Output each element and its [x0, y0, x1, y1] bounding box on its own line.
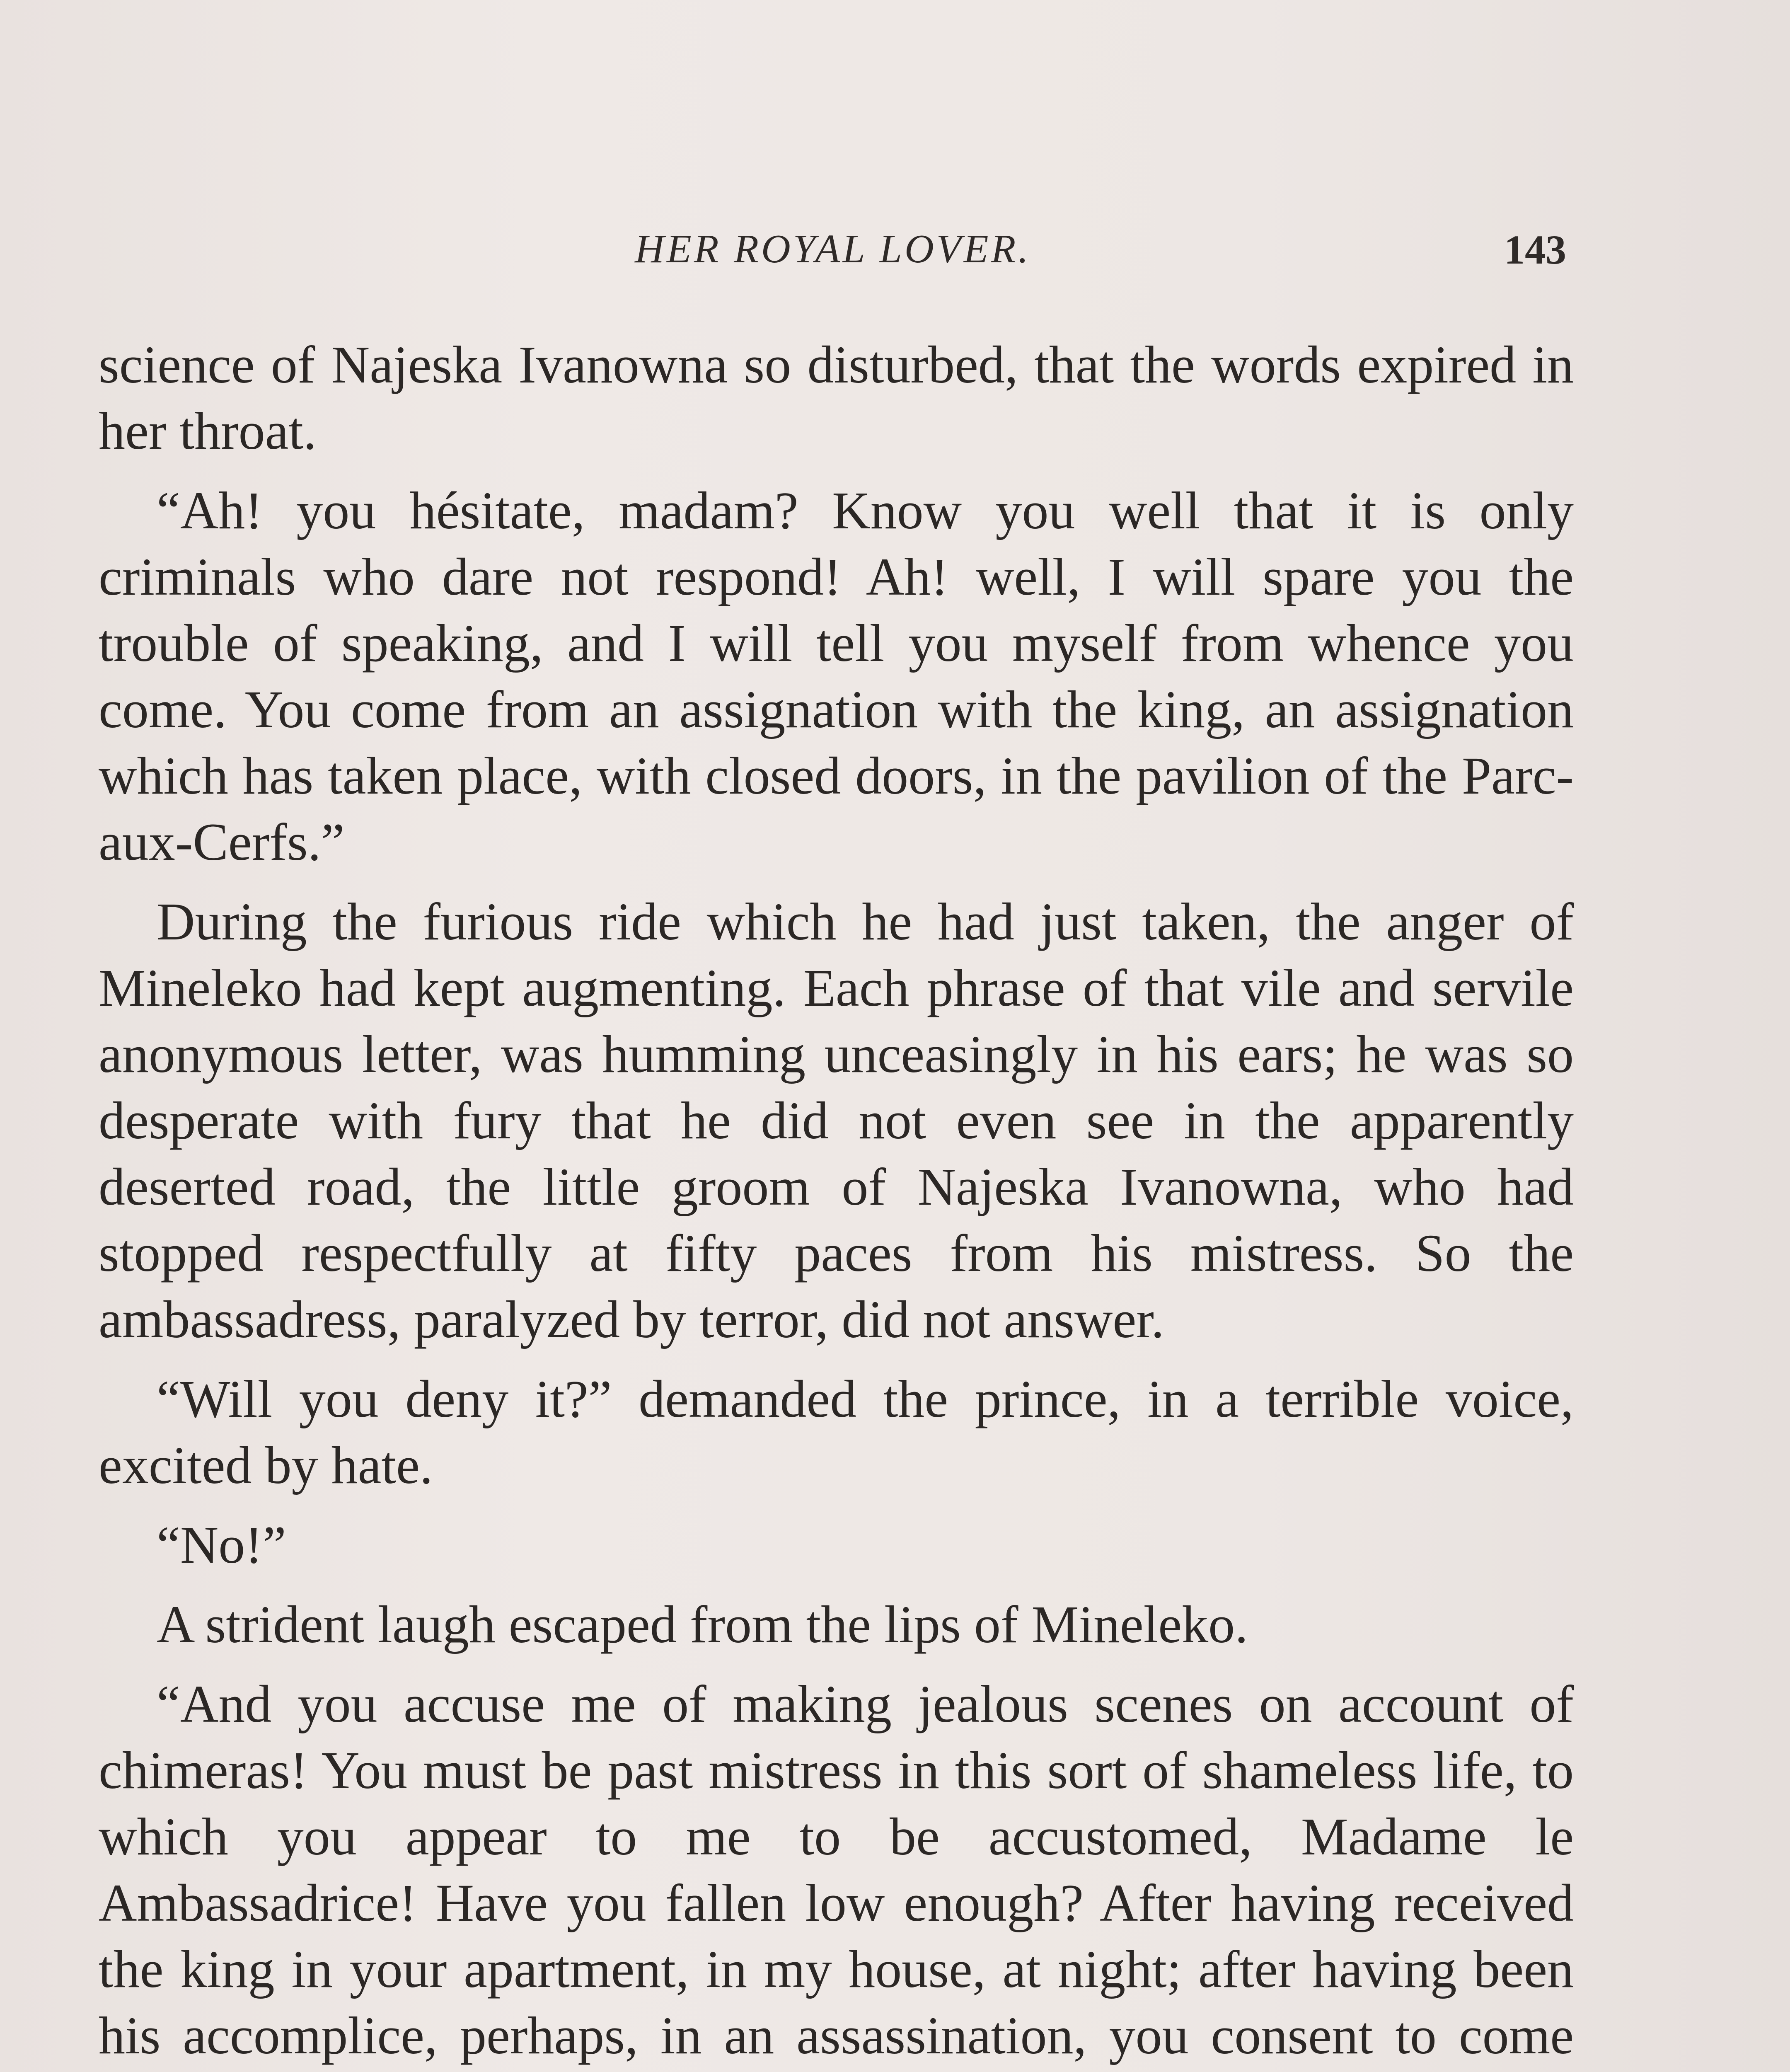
running-header — [99, 226, 1566, 280]
running-title: HER ROYAL LOVER. — [635, 227, 1031, 271]
page-number: 143 — [1504, 227, 1566, 273]
paragraph-no: “No!” — [157, 1515, 286, 1574]
paragraph-continuation: science of Najeska Ivanowna so disturbed, that the words expired in her throat. — [99, 335, 1574, 460]
paragraph-dialogue-accusation: “Ah! you hésitate, madam? Know you well that it is only criminals who dare not respond! Ah! well, I will spare you the trouble of speaking, and I will tell you myself from whence you come. You come from an assignation with the king, an assignation which has taken place, with closed doors, in the pavilion of the Parc-aux-Cerfs.” — [99, 481, 1574, 871]
body-text — [99, 332, 1574, 2072]
paragraph-furious-ride: During the furious ride which he had just taken, the anger of Mineleko had kept augmenting. Each phrase of that vile and servile anonymous letter, was humming unceasingly in his ears; he was so desperate with fury that he did not even see in the apparently deserted road, the little groom of Najeska Ivanowna, who had stopped respectfully at fifty paces from his mistress. So the ambassadress, paralyzed by terror, did not answer. — [99, 892, 1574, 1349]
paragraph-strident-laugh: A strident laugh escaped from the lips of Mineleko. — [157, 1595, 1248, 1654]
paragraph-will-you-deny: “Will you deny it?” demanded the prince, in a terrible voice, excited by hate. — [99, 1370, 1574, 1495]
paragraph-accuse-me: “And you accuse me of making jealous scenes on account of chimeras! You must be past mistress in this sort of shameless life, to which you appear to me to be accustomed, Madame le Ambassadrice! Have you fallen low enough? After having received the king in your apartment, in my house, at night; after having been his accomplice, perhaps, in an assassination, you consent to come — [99, 1675, 1574, 2065]
